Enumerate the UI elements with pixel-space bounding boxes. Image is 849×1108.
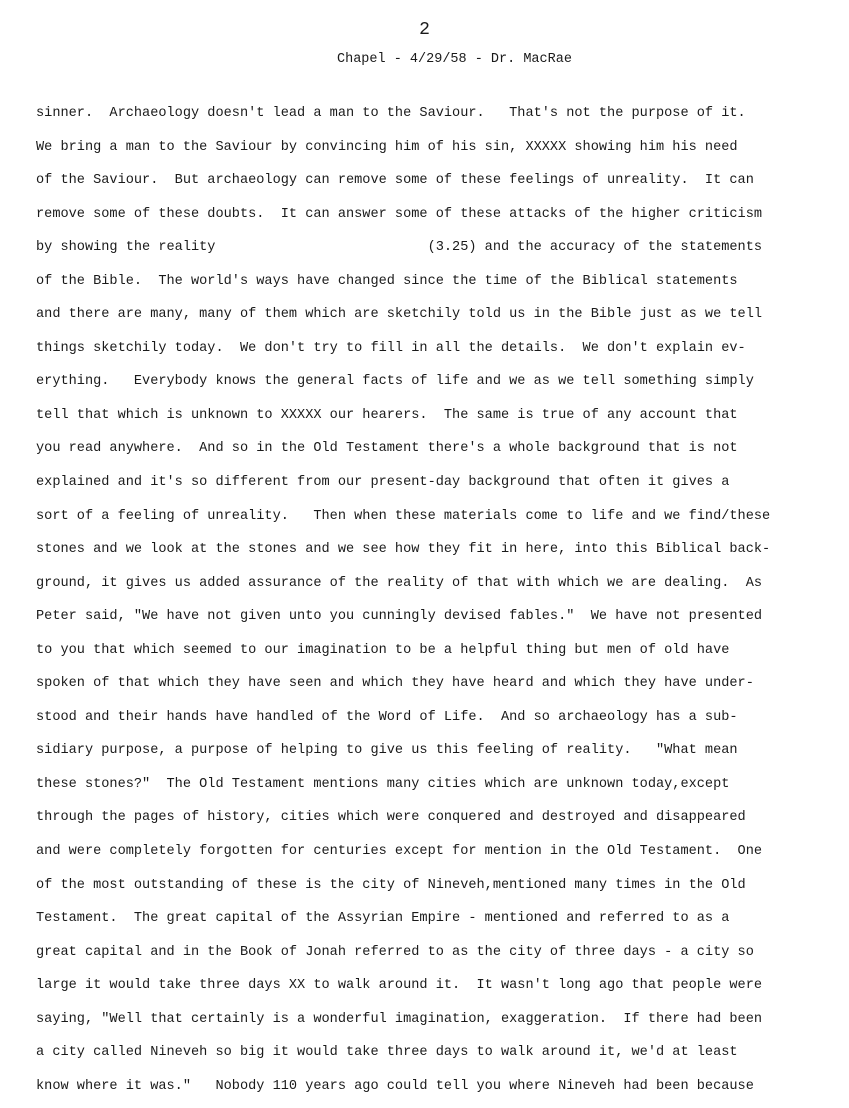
text-line: saying, "Well that certainly is a wonderful imagination, exaggeration. If there had been: [36, 1011, 763, 1027]
text-line: you read anywhere. And so in the Old Testament there's a whole background that is not: [36, 441, 738, 457]
text-line: know where it was." Nobody 110 years ago could tell you where Nineveh had been because: [36, 1078, 754, 1094]
running-header: Chapel - 4/29/58 - Dr. MacRae: [337, 52, 572, 67]
text-line: of the Saviour. But archaeology can remove some of these feelings of unreality. It can: [36, 173, 754, 189]
text-line: great capital and in the Book of Jonah referred to as the city of three days - a city so: [36, 944, 754, 960]
text-line: sinner. Archaeology doesn't lead a man to the Saviour. That's not the purpose of it.: [36, 106, 746, 121]
text-line: of the most outstanding of these is the city of Nineveh,mentioned many times in the Old: [36, 877, 746, 893]
text-line: stones and we look at the stones and we see how they fit in here, into this Biblical back-: [36, 542, 771, 558]
page-number: 2: [419, 20, 430, 40]
text-line: sidiary purpose, a purpose of helping to give us this feeling of reality. "What mean: [36, 743, 738, 759]
text-line: spoken of that which they have seen and which they have heard and which they have under-: [36, 676, 754, 692]
text-line: large it would take three days XX to walk around it. It wasn't long ago that people were: [36, 978, 763, 994]
text-line: of the Bible. The world's ways have changed since the time of the Biblical statements: [36, 273, 738, 289]
text-line: We bring a man to the Saviour by convincing him of his sin, XXXXX showing him his need: [36, 139, 738, 155]
typed-body-text: [36, 102, 836, 1108]
text-line: a city called Nineveh so big it would take three days to walk around it, we'd at least: [36, 1045, 738, 1061]
text-line: to you that which seemed to our imagination to be a helpful thing but men of old have: [36, 642, 730, 658]
text-line: these stones?" The Old Testament mentions many cities which are unknown today,except: [36, 776, 730, 792]
text-line: remove some of these doubts. It can answer some of these attacks of the higher criticism: [36, 206, 763, 222]
text-line: Peter said, "We have not given unto you cunningly devised fables." We have not presented: [36, 609, 763, 625]
text-line: and there are many, many of them which are sketchily told us in the Bible just as we tell: [36, 307, 763, 323]
text-line: stood and their hands have handled of the Word of Life. And so archaeology has a sub-: [36, 709, 738, 725]
text-line: Testament. The great capital of the Assyrian Empire - mentioned and referred to as a: [36, 911, 730, 927]
text-line: explained and it's so different from our present-day background that often it gives a: [36, 475, 730, 491]
text-line: erything. Everybody knows the general facts of life and we as we tell something simply: [36, 374, 754, 390]
text-line: things sketchily today. We don't try to fill in all the details. We don't explain ev-: [36, 340, 746, 356]
text-line: and were completely forgotten for centuries except for mention in the Old Testament. One: [36, 844, 763, 860]
text-line: by showing the reality (3.25) and the accuracy of the statements: [36, 240, 763, 256]
text-line: through the pages of history, cities which were conquered and destroyed and disappeared: [36, 810, 746, 826]
text-line: sort of a feeling of unreality. Then when these materials come to life and we find/these: [36, 508, 771, 524]
text-line: tell that which is unknown to XXXXX our hearers. The same is true of any account that: [36, 407, 738, 423]
text-line: ground, it gives us added assurance of the reality of that with which we are dealing. As: [36, 575, 763, 591]
